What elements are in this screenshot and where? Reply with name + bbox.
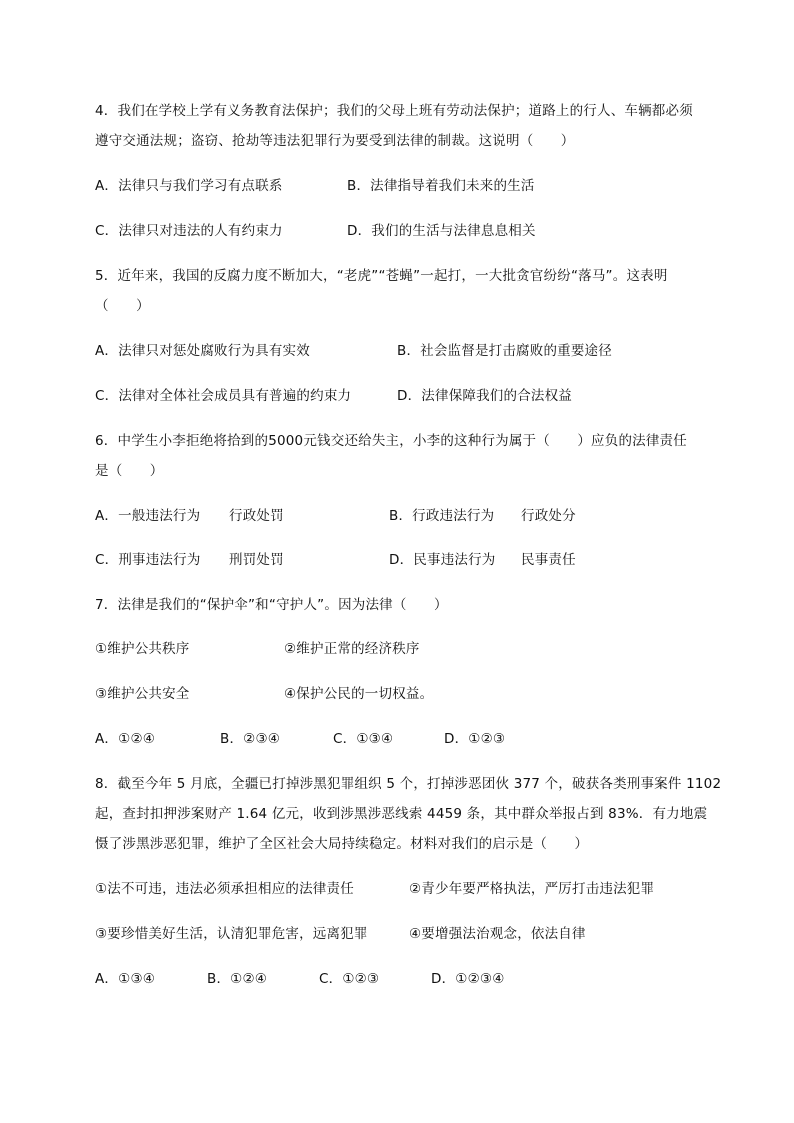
question-5-option-d: D．法律保障我们的合法权益 [397, 388, 572, 404]
question-8-stem-line-2: 起，查封扣押涉案财产 1.64 亿元，收到涉黑涉恶线索 4459 条，其中群众举报占到 83%．有力地震 [95, 806, 708, 822]
question-7-item-1: ①维护公共秩序 [95, 641, 190, 657]
question-6-option-b-label: B．行政违法行为 [389, 508, 495, 524]
question-7-option-c: C．①③④ [333, 731, 394, 747]
question-8-option-a: A．①③④ [95, 971, 156, 987]
question-5-option-a: A．法律只对惩处腐败行为具有实效 [95, 343, 310, 359]
question-8-item-1: ①法不可违，违法必须承担相应的法律责任 [95, 881, 354, 897]
question-7-item-4: ④保护公民的一切权益。 [284, 686, 434, 702]
question-8-option-b: B．①②④ [207, 971, 268, 987]
question-8-option-d: D．①②③④ [431, 971, 505, 987]
question-5-stem-line-2: （ ） [95, 298, 150, 314]
question-6-option-a-detail: 行政处罚 [229, 508, 284, 524]
question-7-item-2: ②维护正常的经济秩序 [284, 641, 420, 657]
question-6-stem-line-1: 6．中学生小李拒绝将拾到的5000元钱交还给失主，小李的这种行为属于（ ）应负的法律责任 [95, 433, 687, 449]
question-4-option-c: C．法律只对违法的人有约束力 [95, 223, 283, 239]
question-6-option-b-detail: 行政处分 [521, 508, 576, 524]
question-5-option-c: C．法律对全体社会成员具有普遍的约束力 [95, 388, 352, 404]
question-7-option-a: A．①②④ [95, 731, 156, 747]
question-7-option-d: D．①②③ [444, 731, 506, 747]
question-8-item-4: ④要增强法治观念，依法自律 [409, 926, 586, 942]
question-8-item-2: ②青少年要严格执法，严厉打击违法犯罪 [409, 881, 655, 897]
question-7-option-b: B．②③④ [220, 731, 281, 747]
question-8-item-3: ③要珍惜美好生活，认清犯罪危害，远离犯罪 [95, 926, 368, 942]
question-7-item-3: ③维护公共安全 [95, 686, 190, 702]
question-7-stem-line-1: 7．法律是我们的“保护伞”和“守护人”。因为法律（ ） [95, 597, 448, 613]
question-6-stem-line-2: 是（ ） [95, 463, 164, 479]
question-6-option-a-label: A．一般违法行为 [95, 508, 201, 524]
question-6-option-d-detail: 民事责任 [521, 552, 576, 568]
question-4-option-d: D．我们的生活与法律息息相关 [347, 223, 536, 239]
question-4-option-b: B．法律指导着我们未来的生活 [347, 178, 535, 194]
question-6-option-c-detail: 刑罚处罚 [229, 552, 284, 568]
question-8-stem-line-1: 8．截至今年 5 月底，全疆已打掉涉黑犯罪组织 5 个，打掉涉恶团伙 377 个，破获各类刑事案件 1102 [95, 776, 722, 792]
question-6-option-d-label: D．民事违法行为 [389, 552, 496, 568]
question-4-stem-line-1: 4．我们在学校上学有义务教育法保护；我们的父母上班有劳动法保护；道路上的行人、车辆都必须 [95, 103, 693, 119]
question-8-stem-line-3: 慑了涉黑涉恶犯罪，维护了全区社会大局持续稳定。材料对我们的启示是（ ） [95, 836, 589, 852]
question-8-option-c: C．①②③ [319, 971, 380, 987]
question-4-option-a: A．法律只与我们学习有点联系 [95, 178, 283, 194]
question-4-stem-line-2: 遵守交通法规；盗窃、抢劫等违法犯罪行为要受到法律的制裁。这说明（ ） [95, 133, 575, 149]
question-6-option-c-label: C．刑事违法行为 [95, 552, 201, 568]
question-5-stem-line-1: 5．近年来，我国的反腐力度不断加大，“老虎”“苍蝇”一起打，一大批贪官纷纷“落马”。这表明 [95, 268, 668, 284]
question-5-option-b: B．社会监督是打击腐败的重要途径 [397, 343, 612, 359]
